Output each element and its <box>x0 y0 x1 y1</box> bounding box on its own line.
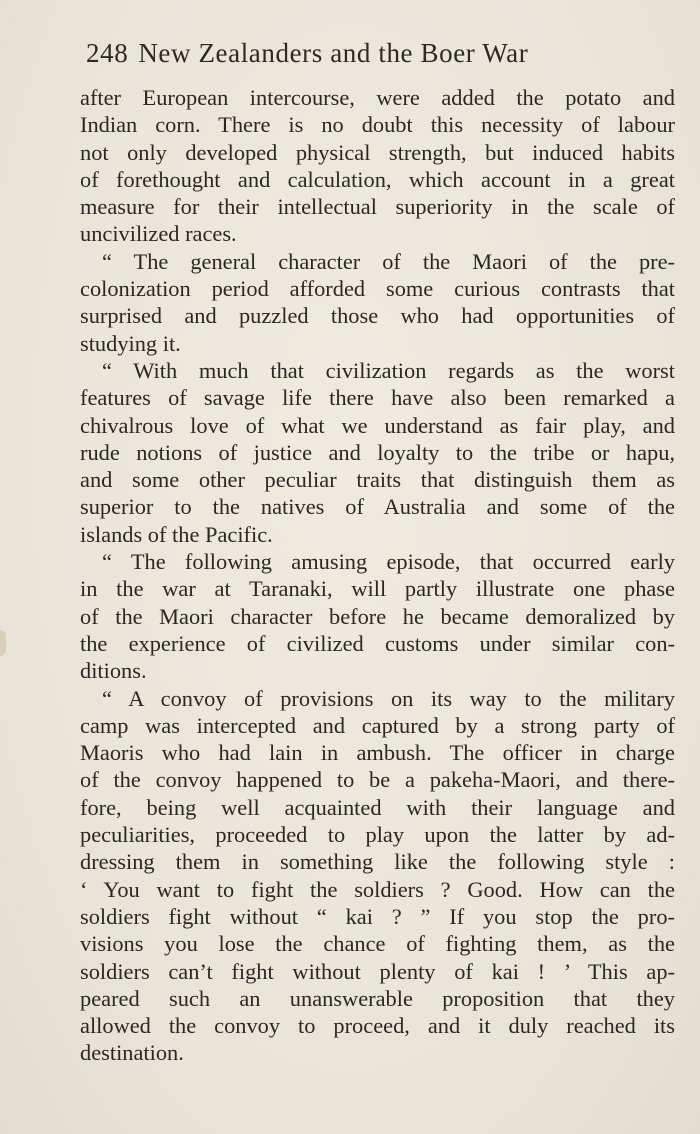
text-line: of forethought and calculation, which account in a great <box>80 166 675 192</box>
text-line: and some other peculiar traits that distinguish them as <box>80 467 675 493</box>
text-line: of the convoy happened to be a pakeha-Maori, and there- <box>80 767 675 793</box>
text-line: ‘ You want to fight the soldiers ? Good. How can the <box>80 876 675 902</box>
text-line: soldiers fight without “ kai ? ” If you stop the pro- <box>80 903 675 929</box>
running-title: New Zealanders and the Boer War <box>138 38 529 68</box>
text-line: “ A convoy of provisions on its way to the military <box>102 685 675 711</box>
text-line: Indian corn. There is no doubt this necessity of labour <box>80 112 675 138</box>
text-line: rude notions of justice and loyalty to the tribe or hapu, <box>80 439 675 465</box>
text-line: uncivilized races. <box>80 221 237 247</box>
text-line: Maoris who had lain in ambush. The officer in charge <box>80 740 675 766</box>
text-line: allowed the convoy to proceed, and it duly reached its <box>80 1013 675 1039</box>
text-line: peculiarities, proceeded to play upon the latter by ad- <box>80 822 675 848</box>
page-number: 248 <box>86 38 129 68</box>
text-line: fore, being well acquainted with their language and <box>80 794 675 820</box>
text-line: camp was intercepted and captured by a strong party of <box>80 712 675 738</box>
text-line: visions you lose the chance of fighting them, as the <box>80 931 675 957</box>
text-line: in the war at Taranaki, will partly illustrate one phase <box>80 576 675 602</box>
text-line: chivalrous love of what we understand as fair play, and <box>80 412 675 438</box>
text-line: measure for their intellectual superiority in the scale of <box>80 194 675 220</box>
running-header <box>86 38 646 69</box>
text-line: “ The general character of the Maori of the pre- <box>102 248 675 274</box>
page-edge-mark <box>0 630 6 656</box>
body-text <box>80 84 675 1067</box>
text-line: surprised and puzzled those who had opportunities of <box>80 303 675 329</box>
text-line: soldiers can’t fight without plenty of kai ! ’ This ap- <box>80 958 675 984</box>
text-line: peared such an unanswerable proposition that they <box>80 985 675 1011</box>
text-line: islands of the Pacific. <box>80 521 273 547</box>
text-line: the experience of civilized customs under similar con- <box>80 630 675 656</box>
text-line: “ The following amusing episode, that occurred early <box>102 549 675 575</box>
text-line: not only developed physical strength, but induced habits <box>80 139 675 165</box>
text-line: of the Maori character before he became demoralized by <box>80 603 675 629</box>
text-line: colonization period afforded some curious contrasts that <box>80 276 675 302</box>
text-line: after European intercourse, were added the potato and <box>80 85 675 110</box>
text-line: studying it. <box>80 330 181 356</box>
text-line: destination. <box>80 1040 184 1066</box>
text-line: superior to the natives of Australia and some of the <box>80 494 675 520</box>
text-line: dressing them in something like the following style : <box>80 849 675 875</box>
text-line: features of savage life there have also been remarked a <box>80 385 675 411</box>
text-line: “ With much that civilization regards as the worst <box>102 357 675 383</box>
text-line: ditions. <box>80 658 147 684</box>
